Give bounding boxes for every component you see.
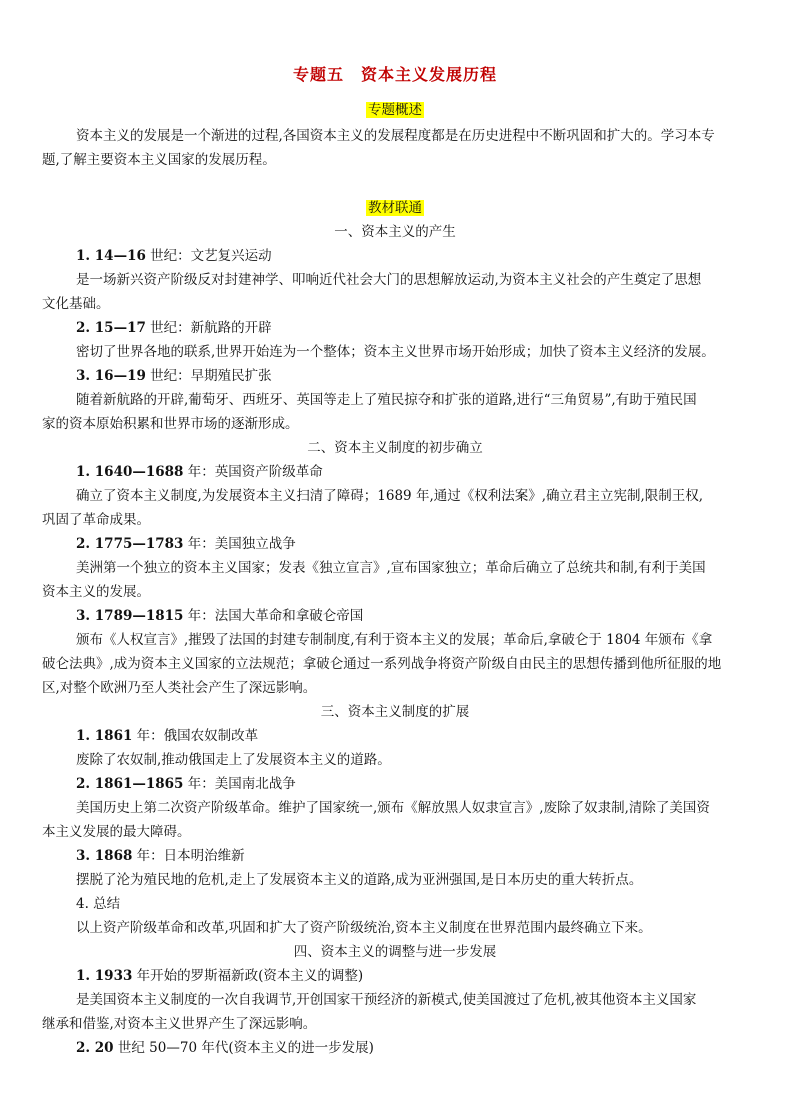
s2-item-1-line-2: 巩固了革命成果。 — [42, 512, 150, 528]
s1-item-2-heading: 2. 15—17 世纪：新航路的开辟 — [76, 320, 272, 336]
section-3-title: 三、资本主义制度的扩展 — [320, 704, 470, 720]
s2-item-3-line-1: 颁布《人权宣言》,摧毁了法国的封建专制制度,有利于资本主义的发展；革命后,拿破仑于 1804 年颁布《拿 — [76, 632, 713, 648]
overview-line-1: 资本主义的发展是一个渐进的过程,各国资本主义的发展程度都是在历史进程中不断巩固和扩大的。学习本专 — [76, 128, 715, 144]
section-1-title: 一、资本主义的产生 — [334, 224, 456, 240]
s4-item-1-line-2: 继承和借鉴,对资本主义世界产生了深远影响。 — [42, 1016, 317, 1032]
s1-item-1-heading: 1. 14—16 世纪：文艺复兴运动 — [76, 248, 272, 264]
s3-item-4-line-1: 以上资产阶级革命和改革,巩固和扩大了资产阶级统治,资本主义制度在世界范围内最终确立下来。 — [76, 920, 652, 936]
page-title: 专题五 资本主义发展历程 — [292, 65, 497, 84]
overview-heading: 专题概述 — [368, 102, 422, 118]
s3-item-3-heading: 3. 1868 年：日本明治维新 — [76, 848, 245, 864]
s1-item-3-line-1: 随着新航路的开辟,葡萄牙、西班牙、英国等走上了殖民掠夺和扩张的道路,进行“三角贸易”,有助于殖民国 — [76, 392, 697, 408]
s3-item-1-heading: 1. 1861 年：俄国农奴制改革 — [76, 728, 259, 744]
s2-item-3-line-3: 区,对整个欧洲乃至人类社会产生了深远影响。 — [42, 680, 317, 696]
s2-item-1-heading: 1. 1640—1688 年：英国资产阶级革命 — [76, 464, 323, 480]
s3-item-2-line-1: 美国历史上第二次资产阶级革命。维护了国家统一,颁布《解放黑人奴隶宣言》,废除了奴隶制,清除了美国资 — [76, 800, 710, 816]
s1-item-3-line-2: 家的资本原始积累和世界市场的逐渐形成。 — [42, 416, 299, 432]
s4-item-1-line-1: 是美国资本主义制度的一次自我调节,开创国家干预经济的新模式,使美国渡过了危机,被其他资本主义国家 — [76, 992, 697, 1008]
s3-item-4-heading: 4. 总结 — [76, 896, 121, 912]
section-4-title: 四、资本主义的调整与进一步发展 — [293, 944, 497, 960]
s2-item-3-line-2: 破仑法典》,成为资本主义国家的立法规范；拿破仑通过一系列战争将资产阶级自由民主的思想传播到他所征服的地 — [42, 656, 722, 672]
s2-item-2-line-1: 美洲第一个独立的资本主义国家；发表《独立宣言》,宣布国家独立；革命后确立了总统共和制,有利于美国 — [76, 560, 706, 576]
textbook-heading: 教材联通 — [368, 200, 422, 216]
s2-item-2-heading: 2. 1775—1783 年：美国独立战争 — [76, 536, 296, 552]
s3-item-2-heading: 2. 1861—1865 年：美国南北战争 — [76, 776, 296, 792]
s2-item-3-heading: 3. 1789—1815 年：法国大革命和拿破仑帝国 — [76, 608, 364, 624]
s3-item-1-line-1: 废除了农奴制,推动俄国走上了发展资本主义的道路。 — [76, 752, 391, 768]
s3-item-2-line-2: 本主义发展的最大障碍。 — [42, 824, 191, 840]
s4-item-1-heading: 1. 1933 年开始的罗斯福新政(资本主义的调整) — [76, 968, 364, 984]
s1-item-1-line-2: 文化基础。 — [42, 296, 110, 312]
s4-item-2-heading: 2. 20 世纪 50—70 年代(资本主义的进一步发展) — [76, 1040, 374, 1056]
s1-item-3-heading: 3. 16—19 世纪：早期殖民扩张 — [76, 368, 272, 384]
s1-item-2-line-1: 密切了世界各地的联系,世界开始连为一个整体；资本主义世界市场开始形成；加快了资本主义经济的发展。 — [76, 344, 715, 360]
s2-item-2-line-2: 资本主义的发展。 — [42, 584, 150, 600]
section-2-title: 二、资本主义制度的初步确立 — [307, 440, 483, 456]
s3-item-3-line-1: 摆脱了沦为殖民地的危机,走上了发展资本主义的道路,成为亚洲强国,是日本历史的重大转折点。 — [76, 872, 643, 888]
s1-item-1-line-1: 是一场新兴资产阶级反对封建神学、叩响近代社会大门的思想解放运动,为资本主义社会的产生奠定了思想 — [76, 272, 702, 288]
s2-item-1-line-1: 确立了资本主义制度,为发展资本主义扫清了障碍；1689 年,通过《权利法案》,确立君主立宪制,限制王权, — [76, 488, 704, 504]
overview-line-2: 题,了解主要资本主义国家的发展历程。 — [42, 152, 276, 168]
